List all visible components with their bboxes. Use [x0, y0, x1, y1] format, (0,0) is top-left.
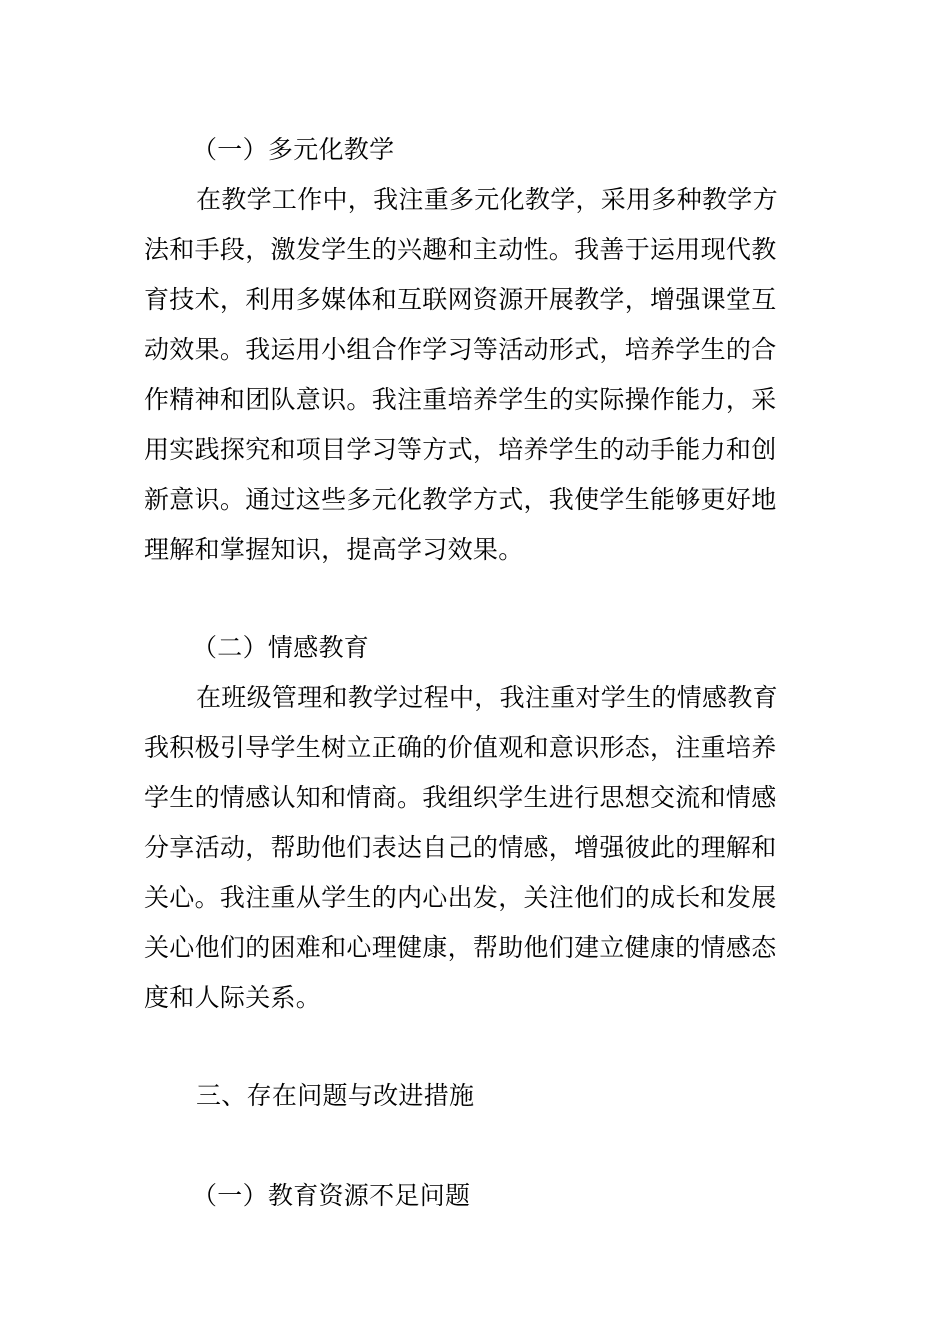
paragraph-line: 我积极引导学生树立正确的价值观和意识形态，注重培养 [144, 733, 777, 762]
paragraph-line: 新意识。通过这些多元化教学方式，我使学生能够更好地 [144, 485, 777, 514]
paragraph-line: 动效果。我运用小组合作学习等活动形式，培养学生的合 [144, 335, 777, 364]
section-heading-problems-and-improvements: 三、存在问题与改进措施 [196, 1081, 475, 1110]
section-heading-insufficient-resources: （一）教育资源不足问题 [192, 1181, 471, 1210]
section-heading-emotional-education: （二）情感教育 [192, 633, 370, 662]
paragraph-line: 分享活动，帮助他们表达自己的情感，增强彼此的理解和 [144, 833, 777, 862]
paragraph-line: 理解和掌握知识，提高学习效果。 [144, 535, 524, 564]
paragraph-line: 用实践探究和项目学习等方式，培养学生的动手能力和创 [144, 435, 777, 464]
paragraph-line: 关心他们的困难和心理健康，帮助他们建立健康的情感态 [144, 933, 777, 962]
paragraph-line: 关心。我注重从学生的内心出发，关注他们的成长和发展 [144, 883, 777, 912]
paragraph-line: 在教学工作中，我注重多元化教学，采用多种教学方 [196, 185, 778, 214]
paragraph-line: 育技术，利用多媒体和互联网资源开展教学，增强课堂互 [144, 285, 777, 314]
section-heading-diversified-teaching: （一）多元化教学 [192, 135, 395, 164]
paragraph-line: 度和人际关系。 [144, 983, 322, 1012]
paragraph-line: 在班级管理和教学过程中，我注重对学生的情感教育 [196, 683, 778, 712]
paragraph-line: 学生的情感认知和情商。我组织学生进行思想交流和情感 [144, 783, 777, 812]
paragraph-line: 作精神和团队意识。我注重培养学生的实际操作能力，采 [144, 385, 777, 414]
paragraph-line: 法和手段，激发学生的兴趣和主动性。我善于运用现代教 [144, 235, 777, 264]
